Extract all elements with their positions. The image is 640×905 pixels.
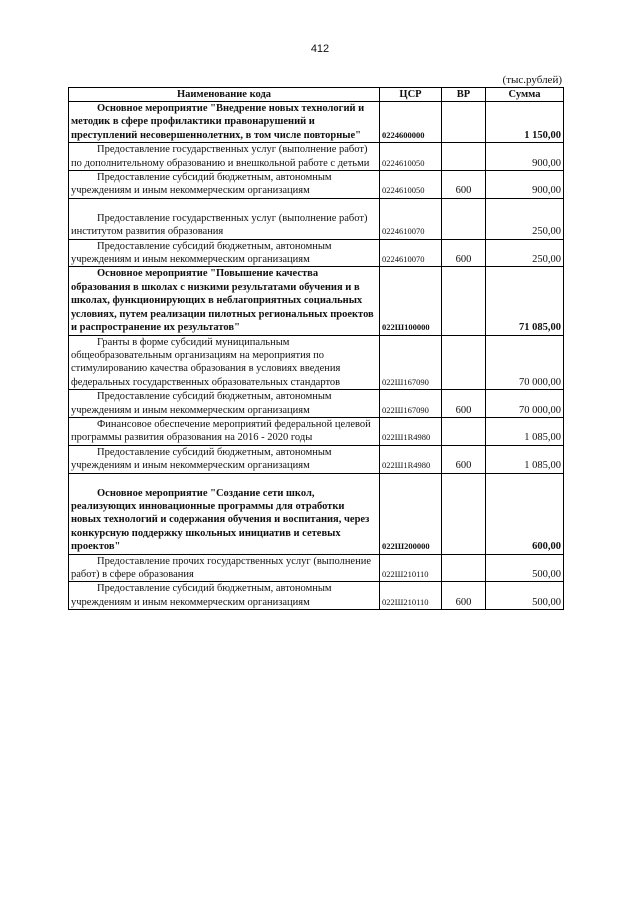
row-name: [69, 171, 380, 199]
table-row: [69, 143, 564, 171]
row-sum: 250,00: [486, 198, 564, 239]
row-gap: [71, 474, 377, 487]
row-name: [69, 267, 380, 335]
row-vr: [442, 198, 486, 239]
table-body: [69, 102, 564, 610]
row-csr: 022Ш167090: [380, 335, 442, 390]
row-name-text: Предоставление государственных услуг (выполнение работ) институтом развития образования: [71, 212, 368, 238]
row-name-text: Предоставление субсидий бюджетным, автономным учреждениям и иным некоммерческим организациям: [71, 446, 332, 472]
row-name-text: Основное мероприятие "Повышение качества образования в школах с низкими результатами обучения и в школах, функционирующих в неблагоприятных социальных условиях, путем реализации пилотных региональных проектов и распространение их результатов": [71, 268, 374, 334]
row-csr: 0224610050: [380, 143, 442, 171]
row-csr: 0224610050: [380, 171, 442, 199]
row-csr: 0224610070: [380, 239, 442, 267]
header-name: Наименование кода: [69, 88, 380, 102]
row-name-text: Предоставление прочих государственных услуг (выполнение работ) в сфере образования: [71, 555, 371, 580]
row-sum: 1 150,00: [486, 102, 564, 143]
table-row: [69, 198, 564, 239]
row-sum: 1 085,00: [486, 445, 564, 473]
row-sum: 250,00: [486, 239, 564, 267]
row-sum: 600,00: [486, 473, 564, 554]
row-sum: 70 000,00: [486, 390, 564, 418]
row-csr: 022Ш210110: [380, 582, 442, 610]
row-vr: [442, 267, 486, 335]
row-vr: 600: [442, 445, 486, 473]
table-header-row: [69, 88, 564, 102]
row-vr: [442, 417, 486, 445]
row-vr: 600: [442, 582, 486, 610]
row-vr: 600: [442, 239, 486, 267]
row-name: [69, 417, 380, 445]
row-vr: [442, 143, 486, 171]
row-name: [69, 582, 380, 610]
unit-note: (тыс.рублей): [502, 74, 562, 86]
table-row: [69, 473, 564, 554]
budget-table: [68, 87, 564, 610]
row-name-text: Предоставление государственных услуг (выполнение работ) по дополнительному образованию и внешкольной работе с детьми: [71, 144, 370, 169]
header-sum: Сумма: [486, 88, 564, 102]
table-row: [69, 239, 564, 267]
row-name: [69, 473, 380, 554]
row-name-text: Предоставление субсидий бюджетным, автономным учреждениям и иным некоммерческим организациям: [71, 240, 332, 266]
table-row: [69, 102, 564, 143]
row-csr: 022Ш200000: [380, 473, 442, 554]
row-sum: 71 085,00: [486, 267, 564, 335]
row-vr: 600: [442, 390, 486, 418]
table-row: [69, 417, 564, 445]
row-name-text: Финансовое обеспечение мероприятий федеральной целевой программы развития образования на 2016 - 2020 годы: [71, 418, 371, 444]
row-csr: 022Ш1R4980: [380, 417, 442, 445]
row-name: [69, 102, 380, 143]
row-name-text: Основное мероприятие "Внедрение новых технологий и методик в сфере профилактики правонарушений и преступлений несовершеннолетних, в том числе повторные": [71, 103, 365, 141]
table-row: [69, 267, 564, 335]
row-sum: 900,00: [486, 143, 564, 171]
row-vr: [442, 335, 486, 390]
table-row: [69, 445, 564, 473]
row-name: [69, 143, 380, 171]
row-name: [69, 554, 380, 582]
row-name-text: Предоставление субсидий бюджетным, автономным учреждениям и иным некоммерческим организациям: [71, 391, 332, 416]
header-csr: ЦСР: [380, 88, 442, 102]
row-vr: 600: [442, 171, 486, 199]
row-csr: 022Ш1R4980: [380, 445, 442, 473]
row-sum: 1 085,00: [486, 417, 564, 445]
row-name-text: Гранты в форме субсидий муниципальным общеобразовательным организациям на мероприятия по стимулированию качества образования в условиях введения федеральных государственных образовательных стандартов: [71, 336, 341, 388]
row-name: [69, 198, 380, 239]
table-row: [69, 390, 564, 418]
row-sum: 900,00: [486, 171, 564, 199]
row-name-text: Основное мероприятие "Создание сети школ, реализующих инновационные программы для отработки новых технологий и содержания обучения и воспитания, через конкурсную поддержку школьных инициатив и сетевых проектов": [71, 487, 370, 553]
page-number: 412: [310, 43, 330, 55]
row-name: [69, 239, 380, 267]
row-name-text: Предоставление субсидий бюджетным, автономным учреждениям и иным некоммерческим организациям: [71, 583, 332, 608]
row-vr: [442, 473, 486, 554]
row-name: [69, 445, 380, 473]
row-name: [69, 335, 380, 390]
table-row: [69, 335, 564, 390]
row-csr: 0224610070: [380, 198, 442, 239]
table-row: [69, 171, 564, 199]
row-sum: 500,00: [486, 582, 564, 610]
table-row: [69, 582, 564, 610]
row-vr: [442, 102, 486, 143]
row-csr: 022Ш167090: [380, 390, 442, 418]
row-gap: [71, 199, 377, 212]
row-sum: 70 000,00: [486, 335, 564, 390]
row-csr: 0224600000: [380, 102, 442, 143]
row-name: [69, 390, 380, 418]
row-sum: 500,00: [486, 554, 564, 582]
row-name-text: Предоставление субсидий бюджетным, автономным учреждениям и иным некоммерческим организациям: [71, 172, 332, 197]
row-vr: [442, 554, 486, 582]
row-csr: 022Ш210110: [380, 554, 442, 582]
header-vr: ВР: [442, 88, 486, 102]
table-row: [69, 554, 564, 582]
row-csr: 022Ш100000: [380, 267, 442, 335]
